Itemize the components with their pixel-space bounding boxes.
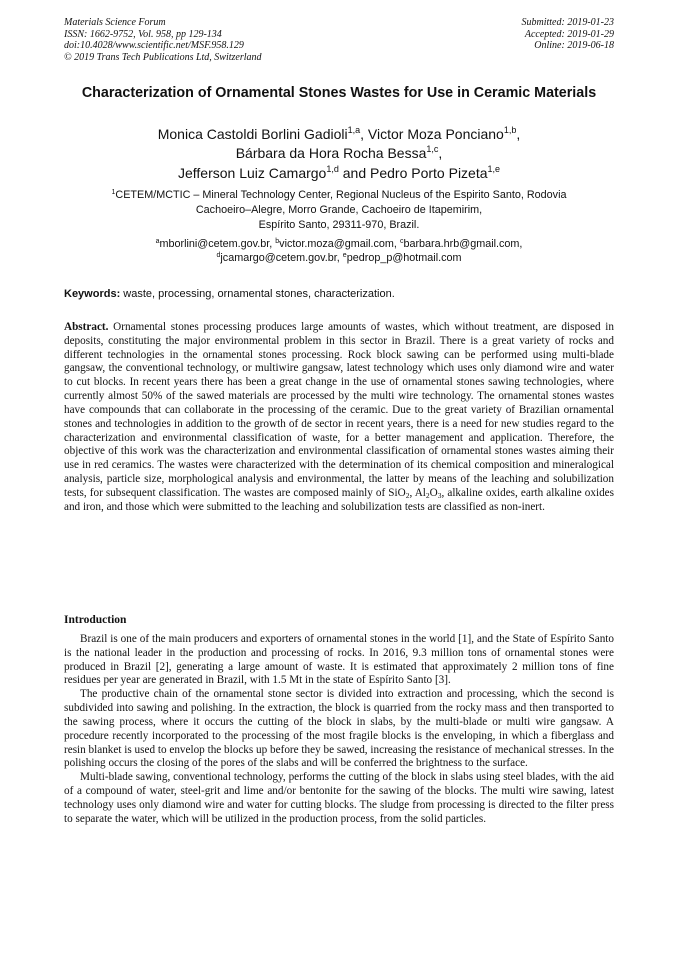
journal-name: Materials Science Forum (64, 17, 166, 28)
affiliation-mark: 1 (111, 189, 116, 196)
author-separator: , (516, 126, 521, 142)
copyright-line: © 2019 Trans Tech Publications Ltd, Switzerland (64, 51, 262, 63)
section-heading-introduction: Introduction (64, 614, 127, 626)
author-name: Pedro Porto Pizeta (370, 164, 488, 181)
doi-line: doi:10.4028/www.scientific.net/MSF.958.129 (64, 40, 244, 52)
email-mark: a (155, 238, 160, 245)
author-affil-mark: 1,e (487, 163, 501, 174)
issn-line: ISSN: 1662-9752, Vol. 958, pp 129-134 (64, 28, 222, 40)
email-address[interactable]: jcamargo@cetem.gov.br, (220, 252, 343, 265)
abstract-text: Ornamental stones processing produces large amounts of wastes, which without treatment, are disposed in deposits, constituting the major environmental problem in this sector in Brazil. There is a great variety of rocks and different technologies in the ornamental stones processing. Rock block sawing can be performed using multi-blade gangsaw, the conventional technology, or multiwire gangsaw, latest technology which uses only diamond wire and water to cut blocks. In recent years there has been a great change in the use of ornamental stones sawing technologies, where currently almost 50% of the sawed materials are processed by the multi wire technology. The ornamental stones wastes have compounds that can collaborate in the processing of the ceramic. Due to the great variety of Brazilian ornamental stones and technologies in addition to the growth of de sector in recent years, there is a need for new studies regard to the characterization and environmental classification of waste, for a better management and application. Therefore, the objective of this work was the characterization and environmental classification of ornamental stones wastes aiming their use in red ceramics. The wastes were characterized with the determination of its chemical composition and mineralogical analysis, particle size, morphological analysis and environmental, the latter by means of the leaching and solubilization tests, for subsequent classification. The wastes are composed mainly of SiO (64, 321, 614, 499)
email-address[interactable]: barbara.hrb@gmail.com, (403, 238, 523, 250)
keywords (64, 287, 614, 301)
author-emails (64, 237, 614, 266)
online-date: Online: 2019-06-18 (534, 40, 614, 52)
abstract (64, 321, 614, 514)
author-separator: and (338, 164, 370, 181)
submitted-date: Submitted: 2019-01-23 (521, 17, 614, 28)
author-affil-mark: 1,d (326, 163, 339, 174)
email-address[interactable]: mborlini@cetem.gov.br, (159, 238, 276, 250)
author-name: Monica Castoldi Borlini Gadioli (157, 126, 348, 142)
accepted-date: Accepted: 2019-01-29 (524, 28, 614, 40)
email-mark: e (342, 252, 347, 260)
email-mark: c (399, 238, 404, 245)
abstract-text: O (429, 486, 438, 499)
affiliation-line: Espírito Santo, 29311-970, Brazil. (258, 219, 420, 232)
author-name: Victor Moza Ponciano (367, 126, 504, 142)
abstract-text: , alkaline oxides, earth alkaline oxides and iron, and those which were submitted to the leaching and solubilization tests are classified as non-inert. (64, 486, 614, 513)
email-mark: b (275, 238, 280, 245)
affiliation (64, 188, 614, 234)
subscript: 2 (405, 490, 410, 500)
paragraph: Multi-blade sawing, conventional technology, performs the cutting of the block in slabs using steel blades, with the aid of a compound of water, steel-grit and lime and/or bentonite for the sawing of the blocks. The multi wire sawing, latest technology uses only diamond wire and water for cutting blocks. The sludge from processing is directed to the filter press to separate the water, which will be utilized in the production process, from the solid particles. (64, 771, 614, 825)
affiliation-line: Cachoeiro–Alegre, Morro Grande, Cachoeiro de Itapemirim, (195, 204, 483, 217)
affiliation-line: CETEM/MCTIC – Mineral Technology Center, Regional Nucleus of the Espirito Santo, Rodovia (115, 189, 567, 201)
paper-title: Characterization of Ornamental Stones Wastes for Use in Ceramic Materials (81, 85, 597, 101)
subscript: 3 (437, 490, 442, 500)
introduction-body (64, 633, 614, 826)
author-list (64, 125, 614, 183)
subscript: 2 (425, 490, 430, 500)
abstract-text: , Al (409, 486, 426, 499)
keywords-text: waste, processing, ornamental stones, characterization. (120, 288, 395, 300)
author-name: Bárbara da Hora Rocha Bessa (235, 145, 427, 162)
dates-info (522, 17, 615, 52)
paragraph: Brazil is one of the main producers and exporters of ornamental stones in the world [1], and the State of Espírito Santo is the national leader in the production and processing of rocks. In 2016, 9.3 million tons of ornamental stones were produced in Brazil [2], generating a large amount of waste. It is estimated that approximately 2 million tons of fine residues per year are generated in Brazil, with 1.5 Mt in the state of Espírito Santo [3]. (64, 633, 614, 687)
journal-info (64, 17, 262, 63)
author-separator: , (360, 126, 368, 142)
author-separator: , (438, 145, 443, 162)
author-affil-mark: 1,a (347, 125, 361, 135)
keywords-label: Keywords: (64, 288, 121, 300)
email-mark: d (216, 252, 221, 260)
author-affil-mark: 1,b (503, 125, 517, 135)
email-address[interactable]: pedrop_p@hotmail.com (346, 252, 462, 265)
paragraph: The productive chain of the ornamental stone sector is divided into extraction and processing, which the second is subdivided into sawing and polishing. In the extraction, the block is quarried from the rocky mass and then transported to the sawing process, where it occurs the cutting of the block in slabs, by the multi-blade or multi wire gangsaw. A procedure recently incorporated to the processing of the most fragile blocks is the enveloping, in which a fiberglass and resin blanket is used to envelop the blocks up before they be sawed, increasing the resistance of mechanical stresses. In the polishing occurs the closing of the pores of the slabs and will be conferred the brightness to the surface. (64, 688, 614, 770)
author-name: Jefferson Luiz Camargo (177, 164, 327, 181)
abstract-label: Abstract. (64, 321, 109, 333)
author-affil-mark: 1,c (426, 144, 439, 155)
email-address[interactable]: victor.moza@gmail.com, (279, 238, 400, 250)
